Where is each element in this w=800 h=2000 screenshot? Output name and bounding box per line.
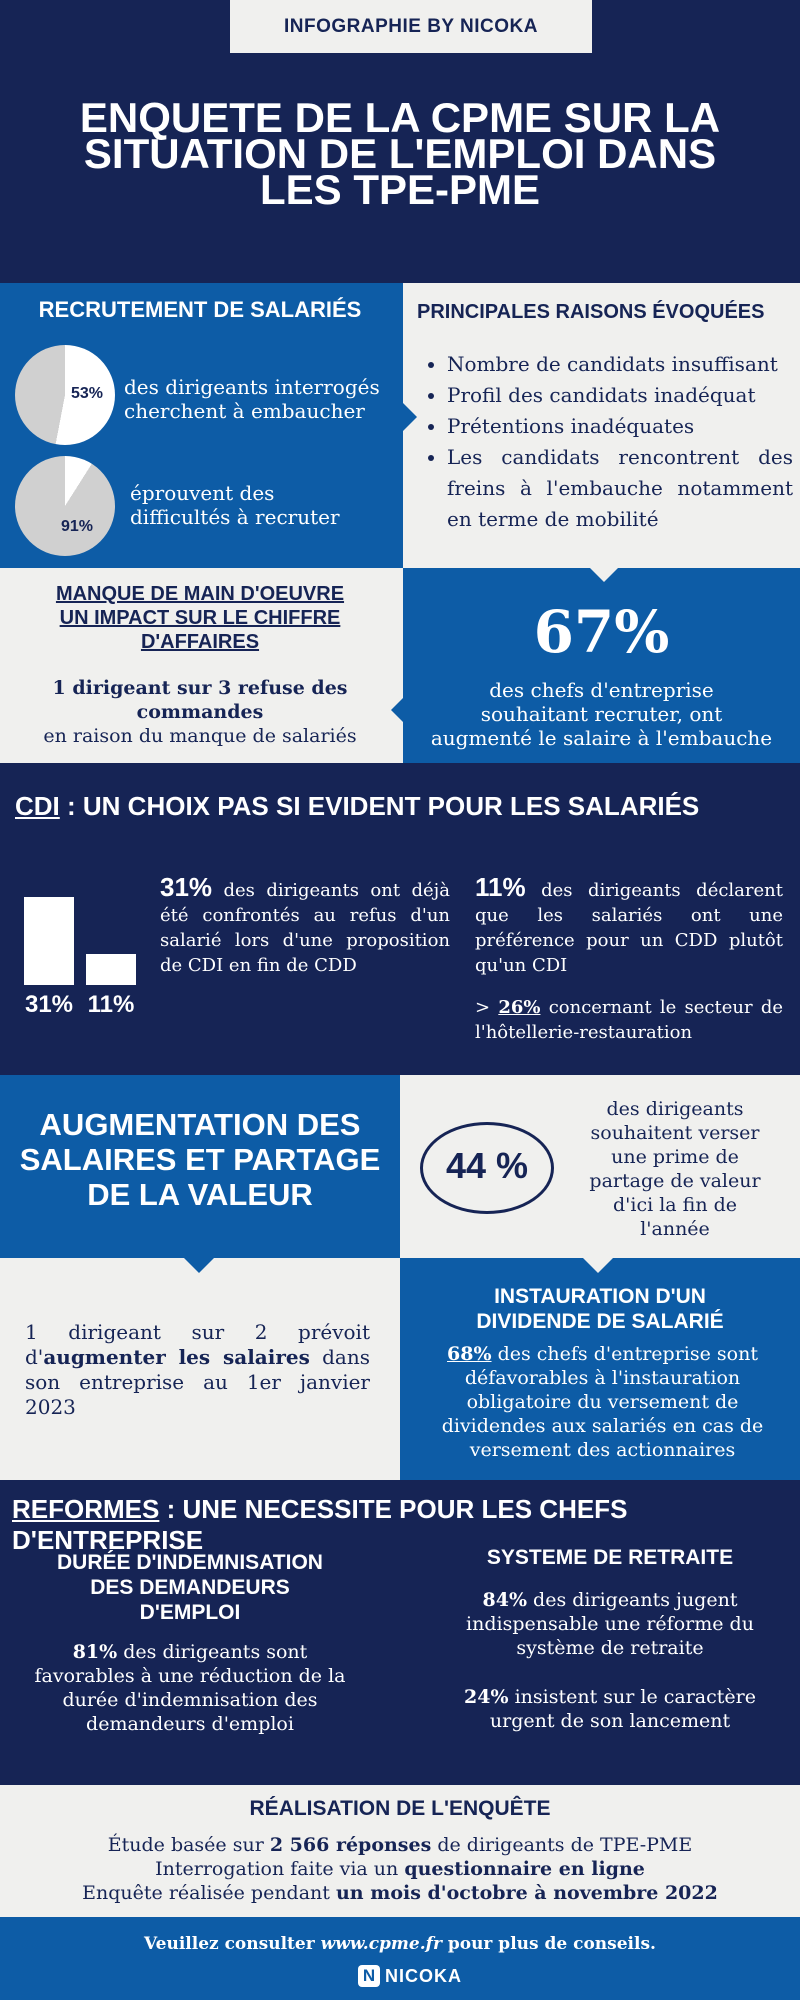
cdi-heading-rest: : UN CHOIX PAS SI EVIDENT POUR LES SALARIÉS [59, 791, 700, 821]
augmentation-heading-line: SALAIRES ET PARTAGE [19, 1142, 381, 1177]
retraite-bold-1: 84% [482, 1589, 528, 1611]
realisation-l2-bold: questionnaire en ligne [404, 1858, 645, 1880]
retraite-bold-2: 24% [464, 1686, 509, 1708]
stat-91-text [130, 481, 340, 529]
indemnisation-text [30, 1640, 350, 1736]
salaire-embauche-panel [403, 568, 800, 763]
retraite-text-2 [460, 1685, 760, 1733]
list-item: • Prétentions inadéquates [447, 411, 793, 442]
list-item: • Profil des candidats inadéquat [447, 380, 793, 411]
footer-pre: Veuillez consulter [144, 1934, 321, 1954]
realisation-l1-post: de dirigeants de TPE-PME [431, 1834, 693, 1856]
main-oeuvre-heading-line: MANQUE DE MAIN D'OEUVRE [55, 583, 345, 605]
prime-panel [400, 1075, 800, 1258]
list-item: • Nombre de candidats insuffisant [447, 349, 793, 380]
prime-text [565, 1097, 785, 1241]
indemnisation-heading-line: D'EMPLOI [139, 1601, 241, 1624]
cdi-left-body: des dirigeants ont déjà été confrontés au refus d'un salarié lors d'une proposition de CDI en fin de CDD [160, 880, 450, 976]
dividende-highlight: 68% [447, 1343, 492, 1365]
bar-31 [24, 897, 74, 985]
reformes-panel [0, 1480, 800, 1785]
indemnisation-body: des dirigeants sont favorables à une réduction de la durée d'indemnisation des demandeurs d'emploi [34, 1641, 346, 1735]
cdi-note-body: concernant le secteur de l'hôtellerie-restauration [475, 997, 783, 1043]
cdi-left-big: 31% [160, 872, 213, 902]
prime-line: l'année [640, 1218, 710, 1240]
cdi-panel [0, 763, 800, 1075]
bar-11-label: 11% [87, 991, 135, 1018]
reformes-heading-rest: : UNE NECESSITE POUR LES CHEFS D'ENTREPRISE [12, 1494, 628, 1555]
cdi-note-highlight: 26% [498, 997, 541, 1018]
cdi-heading-underlined: CDI [15, 791, 60, 821]
stat-67-text [403, 678, 800, 750]
realisation-l2-pre: Interrogation faite via un [155, 1858, 405, 1880]
salaires-panel [0, 1258, 400, 1480]
realisation-line-2 [0, 1857, 800, 1881]
prime-line: des dirigeants [606, 1098, 744, 1120]
raisons-list [413, 349, 793, 535]
augmentation-heading-line: DE LA VALEUR [87, 1177, 313, 1212]
stat-67-line: des chefs d'entreprise [489, 678, 714, 702]
footer-post: pour plus de conseils. [441, 1934, 656, 1954]
main-oeuvre-panel [0, 568, 403, 763]
raisons-heading: PRINCIPALES RAISONS ÉVOQUÉES [417, 301, 765, 323]
realisation-line-1 [0, 1833, 800, 1857]
header-badge: INFOGRAPHIE BY NICOKA [230, 0, 592, 53]
main-oeuvre-heading-line: UN IMPACT SUR LE CHIFFRE [59, 607, 341, 629]
cdi-note-prefix: > [475, 997, 499, 1018]
cdi-right-note [475, 995, 783, 1045]
nicoka-logo [358, 1964, 462, 1988]
dividende-text [425, 1342, 780, 1462]
pie-chart-91 [15, 456, 115, 556]
header [0, 0, 800, 283]
indemnisation-heading-line: DES DEMANDEURS [90, 1576, 290, 1599]
salaires-bold: augmenter les salaires [43, 1345, 310, 1369]
cdi-left-text [160, 872, 450, 978]
salaires-post: dans son entreprise au 1er janvier 2023 [25, 1345, 370, 1419]
main-oeuvre-bold-1: 1 dirigeant sur 3 refuse des [52, 677, 348, 699]
salaire-arrow-left [391, 698, 403, 722]
dividende-arrow [583, 1258, 613, 1273]
pie-91 [15, 456, 115, 556]
stat-53-text [124, 375, 380, 423]
retraite-text-1 [460, 1588, 760, 1660]
retraite-body-2: insistent sur le caractère urgent de son lancement [489, 1686, 756, 1732]
reformes-heading-underlined: REFORMES [12, 1494, 160, 1524]
indemnisation-bold: 81% [72, 1641, 118, 1663]
stat-67-line: augmenté le salaire à l'embauche [430, 726, 773, 750]
dividende-heading-line: INSTAURATION D'UN [494, 1285, 706, 1308]
footer [0, 1917, 800, 2000]
page-title-line: ENQUETE DE LA CPME SUR LA [79, 94, 721, 141]
main-oeuvre-text [0, 676, 400, 748]
dividende-body: des chefs d'entreprise sont défavorables à l'instauration obligatoire du versement de dividendes aux salariés en cas de versement des actionnaires [441, 1343, 764, 1461]
recrutement-panel [0, 283, 403, 568]
cdi-right-text [475, 872, 783, 978]
bar-11 [86, 954, 136, 985]
stat-53-line2: cherchent à embaucher [124, 399, 365, 423]
retraite-body-1: des dirigeants jugent indispensable une réforme du système de retraite [466, 1589, 754, 1659]
main-oeuvre-heading-line: D'AFFAIRES [140, 631, 260, 653]
augmentation-heading-line: AUGMENTATION DES [39, 1107, 361, 1142]
stat-67-big: 67% [533, 598, 670, 666]
page-title-line: SITUATION DE L'EMPLOI DANS [83, 130, 717, 177]
dividende-heading-line: DIVIDENDE DE SALARIÉ [476, 1310, 724, 1333]
prime-line: d'ici la fin de [612, 1194, 738, 1216]
main-oeuvre-bold-2: commandes [136, 701, 264, 723]
prime-circle-value: 44 % [445, 1145, 529, 1186]
realisation-text [0, 1833, 800, 1905]
realisation-line-3 [0, 1881, 800, 1905]
realisation-l1-bold: 2 566 réponses [269, 1834, 432, 1856]
stat-53-line1: des dirigeants interrogés [124, 375, 380, 399]
footer-text [0, 1934, 800, 1954]
bar-31-label: 31% [24, 991, 74, 1018]
prime-line: partage de valeur [589, 1170, 761, 1192]
indemnisation-heading [20, 1550, 360, 1625]
stat-67-line: souhaitant recruter, ont [480, 702, 723, 726]
realisation-l3-pre: Enquête réalisée pendant [82, 1882, 336, 1904]
salaires-text [25, 1320, 370, 1420]
nicoka-logo-icon: N [358, 1965, 380, 1987]
recrutement-heading: RECRUTEMENT DE SALARIÉS [38, 297, 362, 322]
cdi-heading [15, 791, 699, 822]
realisation-l3-bold: un mois d'octobre à novembre 2022 [335, 1882, 718, 1904]
prime-line: une prime de [611, 1146, 739, 1168]
dividende-panel [400, 1258, 800, 1480]
cdi-right-body: des dirigeants déclarent que les salariés ont une préférence pour un CDD plutôt qu'un CDI [475, 880, 783, 976]
main-oeuvre-heading [0, 582, 400, 654]
main-oeuvre-normal: en raison du manque de salariés [43, 725, 357, 747]
stat-91-line2: difficultés à recruter [130, 505, 340, 529]
augmentation-heading [0, 1107, 400, 1212]
raisons-panel [403, 283, 800, 568]
prime-line: souhaitent verser [590, 1122, 760, 1144]
realisation-l1-pre: Étude basée sur [107, 1834, 270, 1856]
page-title-line: LES TPE-PME [259, 166, 541, 213]
cdi-right-big: 11% [475, 872, 526, 902]
realisation-panel [0, 1785, 800, 1917]
augmentation-panel [0, 1075, 400, 1258]
salaires-arrow [184, 1258, 214, 1273]
pie-53-label: 53% [71, 385, 104, 402]
salaires-pre: 1 dirigeant sur 2 prévoit d' [25, 1320, 370, 1369]
page-title [40, 94, 760, 213]
realisation-heading: RÉALISATION DE L'ENQUÊTE [249, 1797, 551, 1820]
nicoka-logo-text: NICOKA [385, 1965, 462, 1986]
stat-91-line1: éprouvent des [130, 481, 275, 505]
dividende-heading [400, 1284, 800, 1334]
pie-53 [15, 345, 115, 445]
list-item: • Les candidats rencontrent des freins à l'embauche notamment en terme de mobilité [447, 442, 793, 535]
pie-91-label: 91% [61, 518, 94, 535]
footer-link[interactable]: www.cpme.fr [320, 1934, 442, 1954]
salaire-arrow-top [590, 568, 618, 582]
indemnisation-heading-line: DURÉE D'INDEMNISATION [57, 1551, 323, 1574]
retraite-heading: SYSTEME DE RETRAITE [486, 1546, 734, 1569]
